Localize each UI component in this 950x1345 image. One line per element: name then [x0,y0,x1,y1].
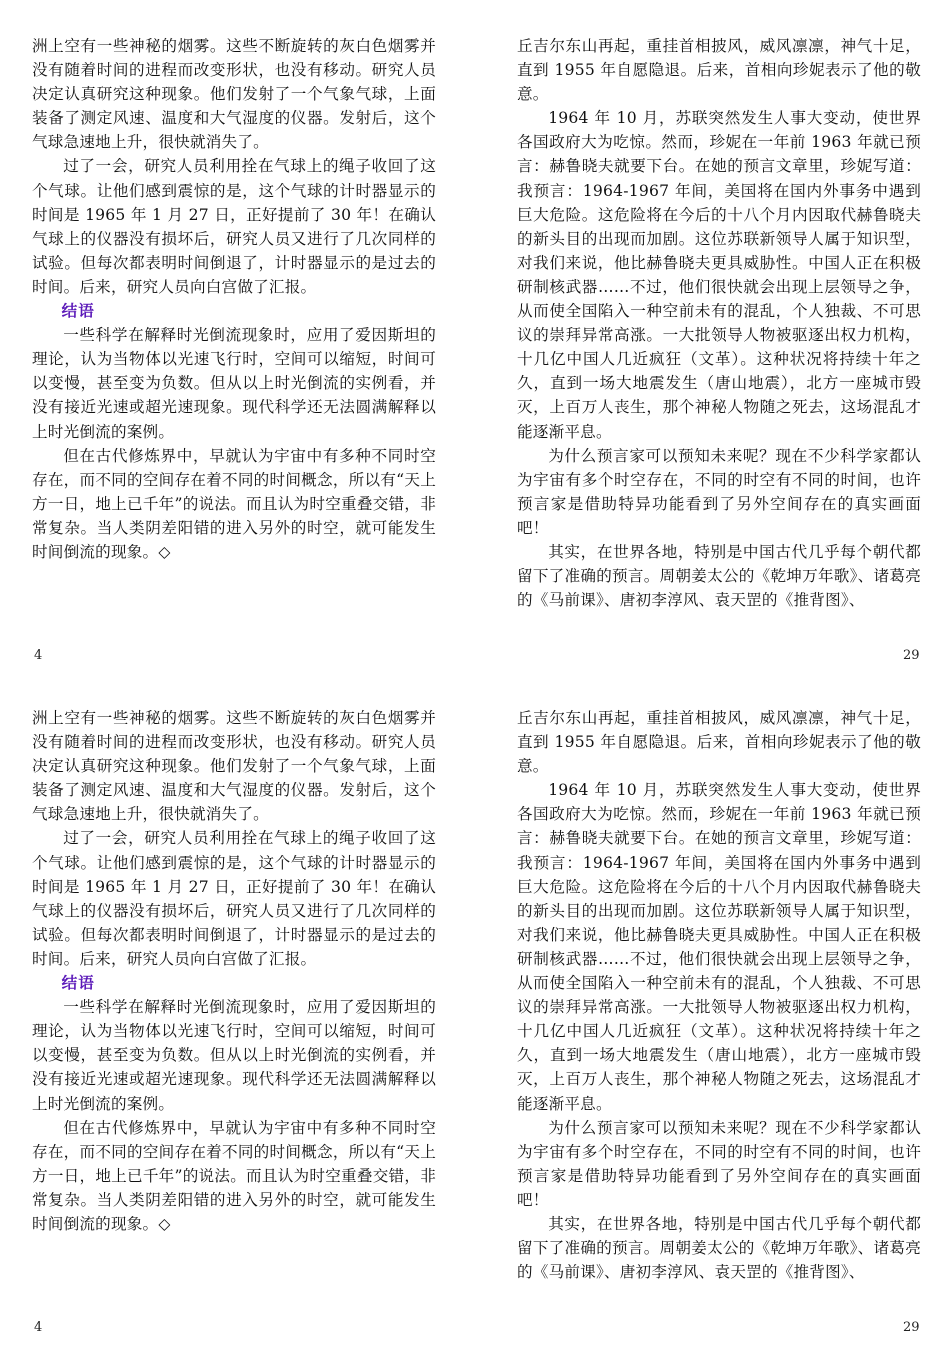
paragraph: 丘吉尔东山再起，重挂首相披风，威风凛凛，神气十足，直到 1955 年自愿隐退。后来，首相向珍妮表示了他的敬意。 [517,709,921,776]
right-page-column [517,34,921,612]
section-heading: 结语 [61,974,95,993]
paragraph: 洲上空有一些神秘的烟雾。这些不断旋转的灰白色烟雾并没有随着时间的进程而改变形状，也没有移动。研究人员决定认真研究这种现象。他们发射了一个气象气球，上面装备了测定风速、温度和大气湿度的仪器。发射后，这个气球急速地上升，很快就消失了。 [32,709,436,824]
paragraph: 其实，在世界各地，特别是中国古代几乎每个朝代都留下了准确的预言。周朝姜太公的《乾坤万年歌》、诸葛亮的《马前课》、唐初李淳风、袁天罡的《推背图》、 [517,542,921,610]
paragraph: 但在古代修炼界中，早就认为宇宙中有多种不同时空存在，而不同的空间存在着不同的时间概念，所以有“天上方一日，地上已千年”的说法。而且认为时空重叠交错，非常复杂。当人类阴差阳错的进入另外的时空，就可能发生时间倒流的现象。◇ [32,446,436,561]
spread-bottom [0,672,950,1344]
right-page-column [517,706,921,1284]
paragraph: 1964 年 10 月，苏联突然发生人事大变动，使世界各国政府大为吃惊。然而，珍妮在一年前 1963 年就已预言：赫鲁晓夫就要下台。在她的预言文章里，珍妮写道：我预言：1964-1967 年间，美国将在国内外事务中遇到巨大危险。这危险将在今后的十八个月内因取代赫鲁晓夫的新头目的出现而加剧。这位苏联新领导人属于知识型，对我们来说，他比赫鲁晓夫更具威胁性。中国人正在积极研制核武器……不过，他们很快就会出现上层领导之争，从而使全国陷入一种空前未有的混乱，个人独裁、不可思议的崇拜异常高涨。一大批领导人物被驱逐出权力机构，十几亿中国人几近疯狂（文革）。这种状况将持续十年之久，直到一场大地震发生（唐山地震），北方一座城市毁灭，上百万人丧生，那个神秘人物随之死去，这场混乱才能逐渐平息。 [517,781,921,1113]
paragraph: 过了一会，研究人员利用拴在气球上的绳子收回了这个气球。让他们感到震惊的是，这个气球的计时器显示的时间是 1965 年 1 月 27 日，正好提前了 30 年！在确认气球上的仪器没有损坏后，研究人员又进行了几次同样的试验。但每次都表明时间倒退了，计时器显示的是过去的时间。后来，研究人员向白宫做了汇报。 [32,157,436,296]
left-page-column [32,34,436,564]
spread-top [0,0,950,672]
paragraph: 洲上空有一些神秘的烟雾。这些不断旋转的灰白色烟雾并没有随着时间的进程而改变形状，也没有移动。研究人员决定认真研究这种现象。他们发射了一个气象气球，上面装备了测定风速、温度和大气湿度的仪器。发射后，这个气球急速地上升，很快就消失了。 [32,37,436,152]
page-number-right: 29 [903,648,920,663]
paragraph: 过了一会，研究人员利用拴在气球上的绳子收回了这个气球。让他们感到震惊的是，这个气球的计时器显示的时间是 1965 年 1 月 27 日，正好提前了 30 年！在确认气球上的仪器没有损坏后，研究人员又进行了几次同样的试验。但每次都表明时间倒退了，计时器显示的是过去的时间。后来，研究人员向白宫做了汇报。 [32,829,436,968]
paragraph: 其实，在世界各地，特别是中国古代几乎每个朝代都留下了准确的预言。周朝姜太公的《乾坤万年歌》、诸葛亮的《马前课》、唐初李淳风、袁天罡的《推背图》、 [517,1214,921,1282]
paragraph: 为什么预言家可以预知未来呢？现在不少科学家都认为宇宙有多个时空存在，不同的时空有不同的时间，也许预言家是借助特异功能看到了另外空间存在的真实画面吧！ [517,446,921,537]
page-number-right: 29 [903,1320,920,1335]
left-page-column [32,706,436,1236]
page-number-left: 4 [34,648,43,663]
paragraph: 但在古代修炼界中，早就认为宇宙中有多种不同时空存在，而不同的空间存在着不同的时间概念，所以有“天上方一日，地上已千年”的说法。而且认为时空重叠交错，非常复杂。当人类阴差阳错的进入另外的时空，就可能发生时间倒流的现象。◇ [32,1118,436,1233]
paragraph: 一些科学在解释时光倒流现象时，应用了爱因斯坦的理论，认为当物体以光速飞行时，空间可以缩短，时间可以变慢，甚至变为负数。但从以上时光倒流的实例看，并没有接近光速或超光速现象。现代科学还无法圆满解释以上时光倒流的案例。 [32,998,436,1113]
section-heading: 结语 [61,302,95,321]
paragraph: 1964 年 10 月，苏联突然发生人事大变动，使世界各国政府大为吃惊。然而，珍妮在一年前 1963 年就已预言：赫鲁晓夫就要下台。在她的预言文章里，珍妮写道：我预言：1964-1967 年间，美国将在国内外事务中遇到巨大危险。这危险将在今后的十八个月内因取代赫鲁晓夫的新头目的出现而加剧。这位苏联新领导人属于知识型，对我们来说，他比赫鲁晓夫更具威胁性。中国人正在积极研制核武器……不过，他们很快就会出现上层领导之争，从而使全国陷入一种空前未有的混乱，个人独裁、不可思议的崇拜异常高涨。一大批领导人物被驱逐出权力机构，十几亿中国人几近疯狂（文革）。这种状况将持续十年之久，直到一场大地震发生（唐山地震），北方一座城市毁灭，上百万人丧生，那个神秘人物随之死去，这场混乱才能逐渐平息。 [517,109,921,441]
page-number-left: 4 [34,1320,43,1335]
paragraph: 一些科学在解释时光倒流现象时，应用了爱因斯坦的理论，认为当物体以光速飞行时，空间可以缩短，时间可以变慢，甚至变为负数。但从以上时光倒流的实例看，并没有接近光速或超光速现象。现代科学还无法圆满解释以上时光倒流的案例。 [32,326,436,441]
paragraph: 为什么预言家可以预知未来呢？现在不少科学家都认为宇宙有多个时空存在，不同的时空有不同的时间，也许预言家是借助特异功能看到了另外空间存在的真实画面吧！ [517,1118,921,1209]
paragraph: 丘吉尔东山再起，重挂首相披风，威风凛凛，神气十足，直到 1955 年自愿隐退。后来，首相向珍妮表示了他的敬意。 [517,37,921,104]
